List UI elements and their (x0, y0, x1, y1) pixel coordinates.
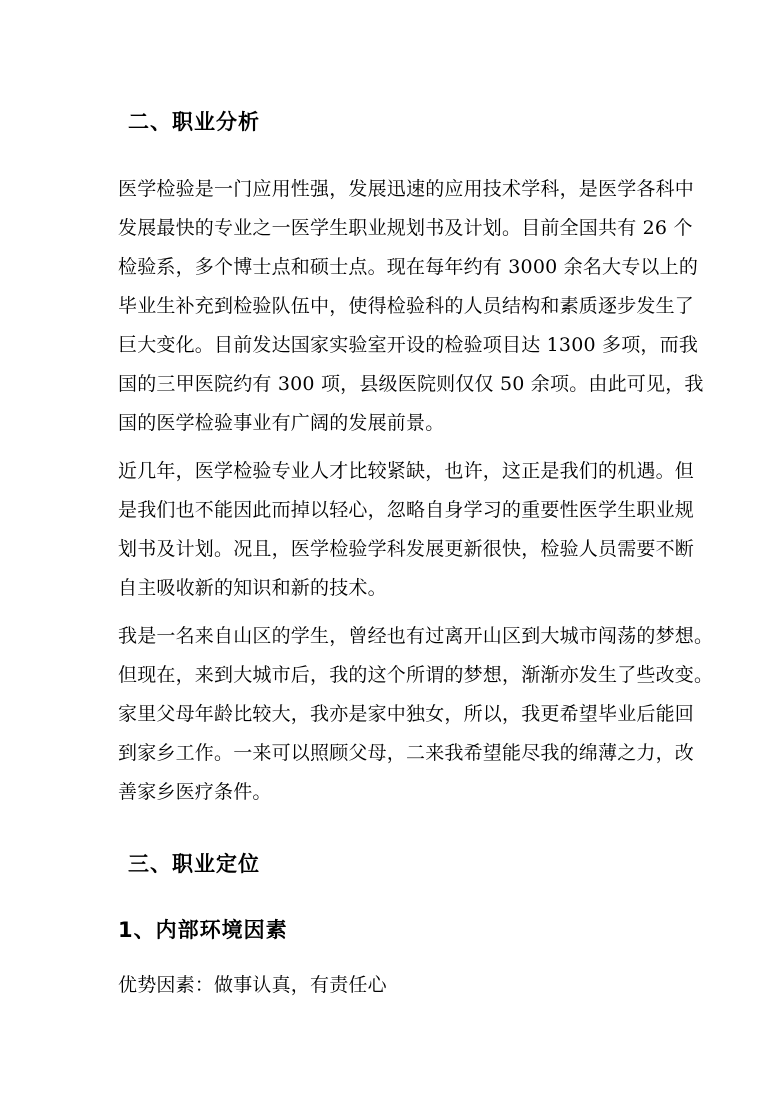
paragraph-line: 是我们也不能因此而掉以轻心，忽略自身学习的重要性医学生职业规 (118, 499, 695, 521)
paragraph-line: 巨大变化。目前发达国家实验室开设的检验项目达 1300 多项，而我 (118, 334, 699, 356)
section-heading-career-analysis: 二、职业分析 (128, 110, 260, 134)
paragraph-line: 国的三甲医院约有 300 项，县级医院则仅仅 50 余项。由此可见，我 (118, 373, 704, 395)
paragraph-line: 到家乡工作。一来可以照顾父母，二来我希望能尽我的绵薄之力，改 (118, 742, 695, 764)
subsection-heading-internal-factors: 1、内部环境因素 (118, 918, 288, 942)
paragraph-line: 自主吸收新的知识和新的技术。 (118, 577, 387, 599)
paragraph-line: 医学检验是一门应用性强，发展迅速的应用技术学科，是医学各科中 (118, 178, 695, 200)
paragraph-line: 划书及计划。况且，医学检验学科发展更新很快，检验人员需要不断 (118, 538, 695, 560)
paragraph-line: 我是一名来自山区的学生，曾经也有过离开山区到大城市闯荡的梦想。 (118, 625, 714, 647)
paragraph-line: 检验系，多个博士点和硕士点。现在每年约有 3000 余名大专以上的 (118, 256, 699, 278)
paragraph-line: 毕业生补充到检验队伍中，使得检验科的人员结构和素质逐步发生了 (118, 295, 695, 317)
section-heading-career-positioning: 三、职业定位 (128, 852, 260, 876)
strength-factors-line: 优势因素：做事认真，有责任心 (118, 974, 387, 996)
paragraph-line: 近几年，医学检验专业人才比较紧缺，也许，这正是我们的机遇。但 (118, 460, 695, 482)
paragraph-line: 家里父母年龄比较大，我亦是家中独女，所以，我更希望毕业后能回 (118, 703, 695, 725)
paragraph-line: 善家乡医疗条件。 (118, 781, 272, 803)
paragraph-line: 国的医学检验事业有广阔的发展前景。 (118, 412, 445, 434)
paragraph-line: 发展最快的专业之一医学生职业规划书及计划。目前全国共有 26 个 (118, 217, 693, 239)
paragraph-line: 但现在，来到大城市后，我的这个所谓的梦想，渐渐亦发生了些改变。 (118, 664, 714, 686)
